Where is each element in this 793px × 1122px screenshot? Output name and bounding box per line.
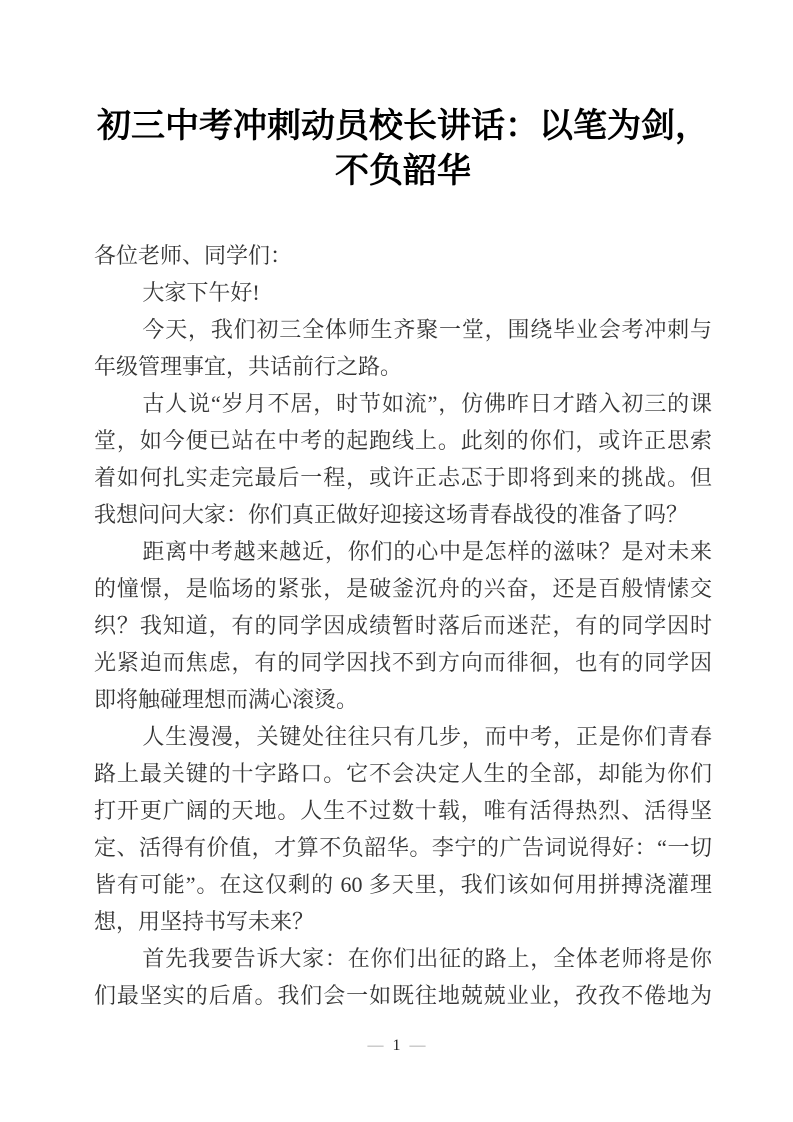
paragraph — [94, 274, 712, 311]
text-line: 今天，我们初三全体师生齐聚一堂，围绕毕业会考冲刺与 — [142, 317, 712, 342]
paragraph — [94, 311, 712, 385]
page-number: 1 — [392, 1037, 401, 1054]
title-line-2: 不负韶华 — [335, 153, 471, 190]
paragraph — [94, 385, 712, 533]
footer-dash-right: — — [409, 1037, 426, 1054]
document-body — [94, 237, 712, 1014]
text-line: 想，用坚持书写未来？ — [94, 909, 315, 934]
text-line: 人生漫漫，关键处往往只有几步，而中考，正是你们青春 — [142, 724, 712, 749]
footer-dash-left: — — [367, 1037, 384, 1054]
text-line: 距离中考越来越近，你们的心中是怎样的滋味？是对未来 — [142, 539, 712, 564]
text-line: 即将触碰理想而满心滚烫。 — [94, 687, 359, 712]
text-line: 们最坚实的后盾。我们会一如既往地兢兢业业，孜孜不倦地为 — [94, 983, 712, 1008]
title-line-1: 初三中考冲刺动员校长讲话：以笔为剑， — [97, 108, 709, 145]
text-line: 的憧憬，是临场的紧张，是破釜沉舟的兴奋，还是百般情愫交 — [94, 576, 712, 601]
text-line: 打开更广阔的天地。人生不过数十载，唯有活得热烈、活得坚 — [94, 798, 712, 823]
paragraph — [94, 237, 712, 274]
text-line: 堂，如今便已站在中考的起跑线上。此刻的你们，或许正思索 — [94, 428, 712, 453]
paragraph — [94, 940, 712, 1014]
text-line: 各位老师、同学们： — [94, 243, 293, 268]
text-line: 年级管理事宜，共话前行之路。 — [94, 354, 403, 379]
text-line: 大家下午好! — [142, 280, 260, 305]
document-title — [94, 104, 712, 194]
page-footer — [0, 1036, 793, 1056]
text-line: 古人说“岁月不居，时节如流”，仿佛昨日才踏入初三的课 — [142, 391, 712, 416]
text-line: 皆有可能”。在这仅剩的 60 多天里，我们该如何用拼搏浇灌理 — [94, 872, 712, 897]
paragraph — [94, 533, 712, 718]
text-line: 定、活得有价值，才算不负韶华。李宁的广告词说得好：“一切 — [94, 835, 712, 860]
text-line: 着如何扎实走完最后一程，或许正忐忑于即将到来的挑战。但 — [94, 465, 712, 490]
text-line: 织？我知道，有的同学因成绩暂时落后而迷茫，有的同学因时 — [94, 613, 712, 638]
text-line: 光紧迫而焦虑，有的同学因找不到方向而徘徊，也有的同学因 — [94, 650, 712, 675]
paragraph — [94, 718, 712, 940]
text-line: 首先我要告诉大家：在你们出征的路上，全体老师将是你 — [142, 946, 712, 971]
text-line: 我想问问大家：你们真正做好迎接这场青春战役的准备了吗？ — [94, 502, 689, 527]
text-line: 路上最关键的十字路口。它不会决定人生的全部，却能为你们 — [94, 761, 712, 786]
